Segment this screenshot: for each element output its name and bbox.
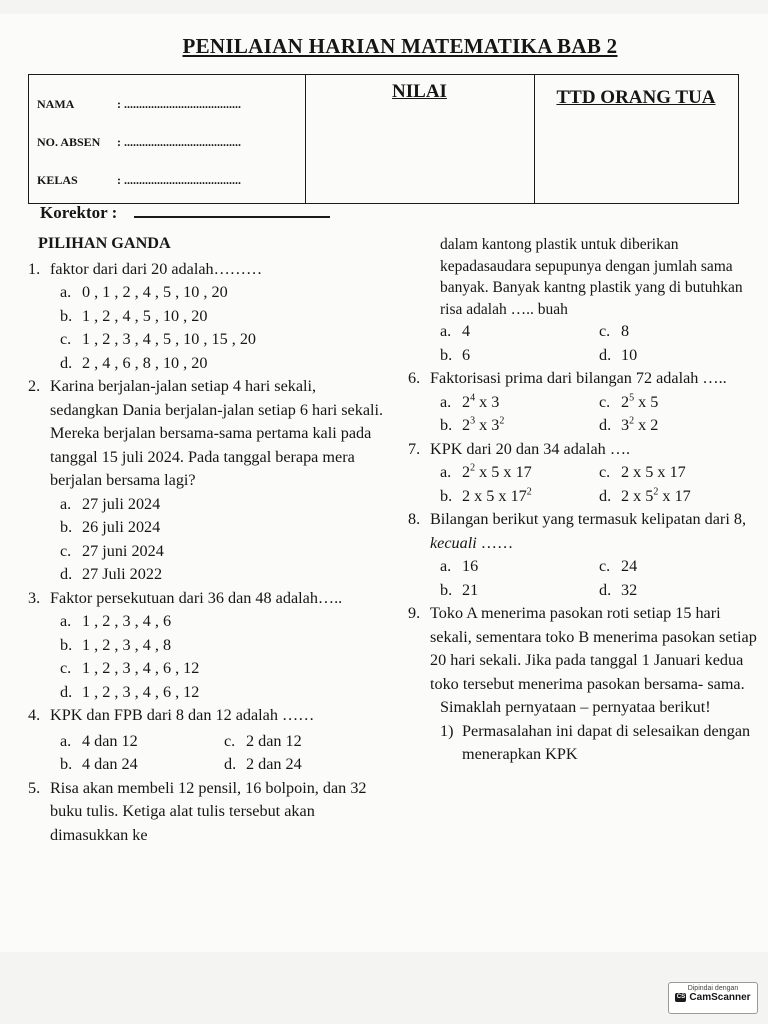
option-letter: c.	[60, 541, 72, 560]
question-4-options	[60, 730, 388, 777]
question-5-continuation: dalam kantong plastik untuk diberikan kepadasaudara sepupunya dengan jumlah sama banyak. Banyak kantng plastik yang di butuhkan risa adalah ….. buah	[440, 236, 743, 318]
option-letter: a.	[60, 494, 72, 513]
score-header	[305, 81, 534, 103]
option	[599, 414, 758, 438]
question-7-options	[440, 461, 758, 508]
option-letter: a.	[60, 612, 72, 630]
option-text: 1 , 2 , 4 , 5 , 10 , 20	[82, 306, 208, 325]
question-2-options	[60, 493, 388, 587]
option-rest: x 3	[475, 416, 500, 434]
parent-signature-text: TTD ORANG TUA	[556, 87, 716, 108]
option-exponent: 2	[629, 415, 635, 427]
question-text: Faktor persekutuan dari 36 dan 48 adalah…..	[50, 588, 343, 607]
option-text: 1 , 2 , 3 , 4 , 6 , 12	[82, 682, 200, 701]
option	[440, 461, 599, 485]
corrector-line	[134, 216, 330, 218]
option	[60, 328, 388, 352]
option-letter: c.	[599, 463, 611, 481]
scanner-watermark	[668, 982, 758, 1014]
option-rest: x 17	[658, 486, 691, 505]
kelas-blank: .......................................	[124, 173, 241, 187]
option-text: 27 juni 2024	[82, 541, 164, 560]
option-rest: x 5	[634, 392, 659, 411]
option-text: 32	[621, 580, 638, 599]
option-text: 8	[621, 322, 630, 340]
question-number: 8.	[408, 510, 421, 528]
option-exponent: 4	[470, 392, 476, 404]
parent-signature-column	[534, 75, 738, 203]
option-exponent: 2	[653, 486, 659, 498]
question-number: 5.	[28, 778, 41, 797]
option-letter: b.	[440, 416, 453, 434]
option-letter: d.	[60, 353, 73, 372]
question-1-options	[60, 281, 388, 375]
absen-separator: :	[117, 135, 121, 149]
option-letter: d.	[599, 416, 612, 434]
option	[599, 461, 758, 485]
option	[599, 485, 758, 509]
option-base: 2	[621, 392, 630, 411]
option-text: 24	[621, 557, 638, 575]
question-5-options	[440, 320, 758, 367]
option-base: 2	[462, 463, 471, 481]
option-letter: d.	[599, 345, 612, 364]
option	[440, 344, 599, 368]
score-header-text: NILAI	[392, 81, 447, 102]
option	[60, 657, 388, 681]
option	[599, 555, 758, 579]
question-number: 2.	[28, 377, 41, 395]
option-text: 2 dan 12	[246, 731, 302, 750]
kelas-separator: :	[117, 173, 121, 187]
question-text: KPK dari 20 dan 34 adalah ….	[430, 439, 631, 458]
kelas-field	[37, 173, 241, 188]
option-rest: x 2	[634, 416, 659, 434]
option-letter: b.	[60, 755, 73, 773]
option	[60, 540, 388, 564]
option	[60, 634, 388, 658]
option-letter: d.	[599, 486, 612, 505]
question-text-main: Bilangan berikut yang termasuk kelipatan dari 8,	[430, 510, 747, 528]
option-letter: b.	[60, 635, 73, 654]
option-base: 2	[462, 392, 471, 411]
watermark-brand-text: CamScanner	[689, 992, 751, 1003]
name-field	[37, 97, 241, 112]
question-text: faktor dari dari 20 adalah………	[50, 259, 263, 278]
option-text: 1 , 2 , 3 , 4 , 5 , 10 , 15 , 20	[82, 330, 257, 348]
option-text	[462, 391, 499, 415]
option-base: 2 x 5 x 17	[462, 486, 527, 505]
option	[440, 485, 599, 509]
corrector-label: Korektor :	[40, 203, 118, 222]
option	[440, 391, 599, 415]
watermark-caption: Dipindai dengan	[687, 985, 739, 992]
option-letter: d.	[60, 682, 73, 701]
question-number: 7.	[408, 439, 421, 458]
question-number: 3.	[28, 588, 41, 607]
right-column	[408, 234, 758, 767]
option	[60, 681, 388, 705]
absen-field	[37, 135, 241, 150]
name-label: NAMA	[37, 97, 75, 111]
option-letter: b.	[440, 345, 453, 364]
question-text: Faktorisasi prima dari bilangan 72 adalah …..	[430, 369, 727, 387]
camscanner-icon: CS	[676, 994, 686, 1000]
option	[60, 563, 388, 587]
option	[60, 610, 388, 634]
option-letter: b.	[440, 580, 453, 599]
option-exponent: 5	[629, 392, 635, 404]
question-7	[408, 438, 758, 462]
option	[60, 352, 388, 376]
name-blank: .......................................	[124, 97, 241, 111]
question-1	[28, 258, 388, 282]
absen-blank: .......................................	[124, 135, 241, 149]
option-text: 4	[462, 322, 471, 340]
kelas-label: KELAS	[37, 173, 78, 187]
option-text	[462, 461, 532, 485]
question-text: Toko A menerima pasokan roti setiap 15 hari sekali, sementara toko B menerima pasokan setiap 20 hari sekali. Jika pada tanggal 1 Januari kedua toko tersebut menerima pasokan bersama- sama.	[430, 604, 757, 693]
question-text	[430, 508, 758, 555]
question-3	[28, 587, 388, 611]
question-8	[408, 508, 758, 555]
option-text	[621, 391, 658, 415]
option	[440, 320, 599, 344]
question-number: 4.	[28, 706, 41, 724]
option-text: 4 dan 24	[82, 755, 138, 773]
option-letter: c.	[599, 322, 611, 340]
question-8-options	[440, 555, 758, 602]
option	[60, 753, 224, 777]
section-heading: PILIHAN GANDA	[38, 234, 171, 252]
option-text: 1 , 2 , 3 , 4 , 6 , 12	[82, 659, 200, 677]
absen-label: NO. ABSEN	[37, 135, 101, 149]
option-letter: a.	[440, 463, 452, 481]
question-text-emphasis: kecuali	[430, 533, 477, 552]
question-6	[408, 367, 758, 391]
option-text: 26 juli 2024	[82, 518, 161, 536]
option-text: 16	[462, 557, 479, 575]
option-exponent: 2	[499, 415, 505, 427]
option-text: 21	[462, 580, 479, 599]
question-number: 9.	[408, 604, 421, 622]
option-rest: x 5 x 17	[475, 463, 532, 481]
option-letter: d.	[224, 755, 237, 773]
option	[60, 516, 388, 540]
question-number: 1.	[28, 259, 41, 278]
option-text: 2 x 5 x 17	[621, 463, 686, 481]
option-letter: c.	[599, 392, 611, 411]
option-letter: c.	[60, 659, 72, 677]
option	[224, 730, 388, 754]
option-letter: c.	[599, 557, 611, 575]
question-text: Risa akan membeli 12 pensil, 16 bolpoin, dan 32 buku tulis. Ketiga alat tulis tersebut akan dimasukkan ke	[50, 778, 367, 844]
option-text: 1 , 2 , 3 , 4 , 6	[82, 612, 172, 630]
option-letter: b.	[60, 518, 73, 536]
question-2	[28, 375, 388, 493]
parent-signature-header	[534, 87, 738, 109]
option-text: 27 Juli 2022	[82, 565, 163, 583]
option	[60, 493, 388, 517]
option-text: 0 , 1 , 2 , 4 , 5 , 10 , 20	[82, 283, 228, 301]
option-rest: x 3	[475, 392, 500, 411]
statement	[440, 720, 758, 767]
option	[599, 320, 758, 344]
option	[60, 730, 224, 754]
question-text: Karina berjalan-jalan setiap 4 hari sekali, sedangkan Dania berjalan-jalan setiap 6 hari sekali. Mereka berjalan bersama-sama pertama kali pada tanggal 15 juli 2024. Pada tanggal berapa mera berjalan bersama lagi?	[50, 377, 384, 489]
option-letter: a.	[60, 731, 72, 750]
watermark-brand	[669, 992, 757, 1003]
option-exponent: 3	[470, 415, 476, 427]
left-column	[28, 232, 388, 847]
option	[440, 414, 599, 438]
option	[440, 555, 599, 579]
question-6-options	[440, 391, 758, 438]
option	[599, 579, 758, 603]
option-letter: d.	[599, 580, 612, 599]
option-text	[462, 485, 532, 509]
option-letter: b.	[60, 306, 73, 325]
option	[60, 281, 388, 305]
option-text: 27 juli 2024	[82, 494, 161, 513]
option	[440, 579, 599, 603]
option-exponent: 2	[470, 462, 476, 474]
option-text: 4 dan 12	[82, 731, 138, 750]
option-text: 1 , 2 , 3 , 4 , 8	[82, 635, 172, 654]
question-4	[28, 704, 388, 728]
option-exponent: 2	[526, 486, 532, 498]
page-title: PENILAIAN HARIAN MATEMATIKA BAB 2	[182, 34, 618, 58]
option-letter: c.	[224, 731, 236, 750]
question-text-end: ……	[476, 533, 514, 552]
option-text: 10	[621, 345, 638, 364]
score-column	[305, 75, 535, 203]
question-9-instruction: Simaklah pernyataan – pernyataa berikut!	[440, 698, 711, 716]
option	[60, 305, 388, 329]
option-base: 3	[621, 416, 630, 434]
option-text	[621, 414, 658, 438]
student-identity-box	[28, 74, 739, 204]
question-text: KPK dan FPB dari 8 dan 12 adalah ……	[50, 706, 315, 724]
option-base: 2 x 5	[621, 486, 654, 505]
option-letter: a.	[440, 392, 452, 411]
option-text: 2 dan 24	[246, 755, 302, 773]
option-letter: c.	[60, 330, 72, 348]
option	[224, 753, 388, 777]
question-5	[28, 777, 388, 848]
statement-number: 1)	[440, 721, 454, 740]
question-9	[408, 602, 758, 696]
statement-text: Permasalahan ini dapat di selesaikan dengan menerapkan KPK	[462, 721, 751, 763]
question-number: 6.	[408, 369, 421, 387]
option-base: 2	[462, 416, 471, 434]
option-text	[462, 414, 504, 438]
option-letter: a.	[60, 283, 72, 301]
option	[599, 344, 758, 368]
identity-fields-column	[29, 75, 306, 203]
name-separator: :	[117, 97, 121, 111]
option-text	[621, 485, 691, 509]
question-3-options	[60, 610, 388, 704]
option-letter: b.	[440, 486, 453, 505]
option-letter: d.	[60, 565, 73, 583]
option	[599, 391, 758, 415]
option-text: 2 , 4 , 6 , 8 , 10 , 20	[82, 353, 208, 372]
option-letter: a.	[440, 557, 452, 575]
option-text: 6	[462, 345, 471, 364]
option-letter: a.	[440, 322, 452, 340]
